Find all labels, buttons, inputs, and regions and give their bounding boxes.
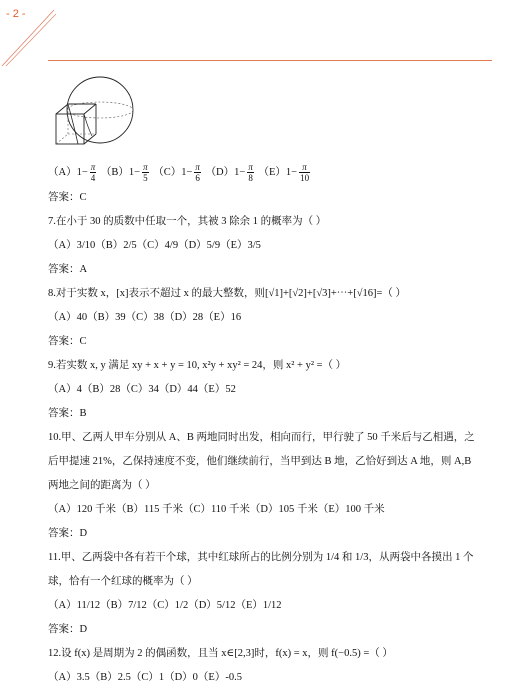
- q11-text-line-2: 球，恰有一个红球的概率为（ ）: [48, 576, 198, 587]
- q6-answer: 答案：C: [48, 192, 87, 203]
- q6-option-e-fraction: $\frac{\pi}{10}$: [300, 162, 310, 183]
- q10-answer: 答案：D: [48, 528, 88, 539]
- q6-option-a-label: （A）: [48, 166, 77, 178]
- q7-options: （A）3/10（B）2/5（C）4/9（D）5/9（E）3/5: [48, 240, 261, 251]
- q6-option-c-label: （C）: [153, 166, 182, 178]
- question-content: [48, 160, 496, 693]
- q8-options: （A）40（B）39（C）38（D）28（E）16: [48, 312, 242, 323]
- q10-text-line-3: 两地之间的距离为（ ）: [48, 480, 156, 491]
- q6-option-d-fraction: $\frac{\pi}{8}$: [248, 162, 253, 183]
- q12-text: 12.设 f(x) 是周期为 2 的偶函数，且当 x∈[2,3]时，f(x) = x，则 f(−0.5) =（ ）: [48, 648, 393, 659]
- q6-option-b-fraction: $\frac{\pi}{5}$: [143, 162, 148, 183]
- q10-text-line-2: 后甲提速 21%，乙保持速度不变，他们继续前行，当甲到达 B 地，乙恰好到达 A 地，则 A,B: [48, 456, 472, 467]
- q10-text-line-1: 10.甲、乙两人甲车分别从 A、B 两地同时出发，相向而行，甲行驶了 50 千米后与乙相遇，之: [48, 432, 475, 443]
- q6-option-b-label: （B）: [100, 166, 129, 178]
- q7-text: 7.在小于 30 的质数中任取一个，其被 3 除余 1 的概率为（ ）: [48, 216, 327, 227]
- q9-answer: 答案：B: [48, 408, 87, 419]
- q8-answer: 答案：C: [48, 336, 87, 347]
- q8-text: 8.对于实数 x，[x]表示不超过 x 的最大整数，则[√1]+[√2]+[√3]+⋯+[√16]=（ ）: [48, 288, 406, 299]
- q6-option-e-pre: 1−: [285, 166, 298, 178]
- q6-options: [48, 162, 496, 183]
- q9-options: （A）4（B）28（C）34（D）44（E）52: [48, 384, 236, 395]
- q6-option-a-pre: 1−: [76, 166, 88, 178]
- q7-answer: 答案：A: [48, 264, 88, 275]
- q11-answer: 答案：D: [48, 624, 88, 635]
- q6-option-d-pre: 1−: [234, 166, 246, 178]
- page-number: - 2 -: [6, 8, 26, 20]
- q11-options: （A）11/12（B）7/12（C）1/2（D）5/12（E）1/12: [48, 600, 282, 611]
- q6-option-c-fraction: $\frac{\pi}{6}$: [195, 162, 200, 183]
- sphere-cube-figure: [48, 76, 143, 151]
- q10-options: （A）120 千米（B）115 千米（C）110 千米（D）105 千米（E）100 千米: [48, 504, 385, 515]
- header-rule: [48, 60, 492, 61]
- q6-option-e-label: （E）: [258, 166, 286, 178]
- q6-option-d-label: （D）: [205, 166, 235, 178]
- q9-text: 9.若实数 x, y 满足 xy + x + y = 10, x²y + xy² = 24，则 x² + y² =（ ）: [48, 360, 347, 371]
- q11-text-line-1: 11.甲、乙两袋中各有若干个球，其中红球所占的比例分别为 1/4 和 1/3，从两袋中各摸出 1 个: [48, 552, 474, 563]
- q6-option-b-pre: 1−: [128, 166, 141, 178]
- q12-options: （A）3.5（B）2.5（C）1（D）0（E）-0.5: [48, 672, 242, 683]
- q6-option-a-fraction: $\frac{\pi}{4}$: [90, 162, 96, 183]
- q6-option-c-pre: 1−: [181, 166, 193, 178]
